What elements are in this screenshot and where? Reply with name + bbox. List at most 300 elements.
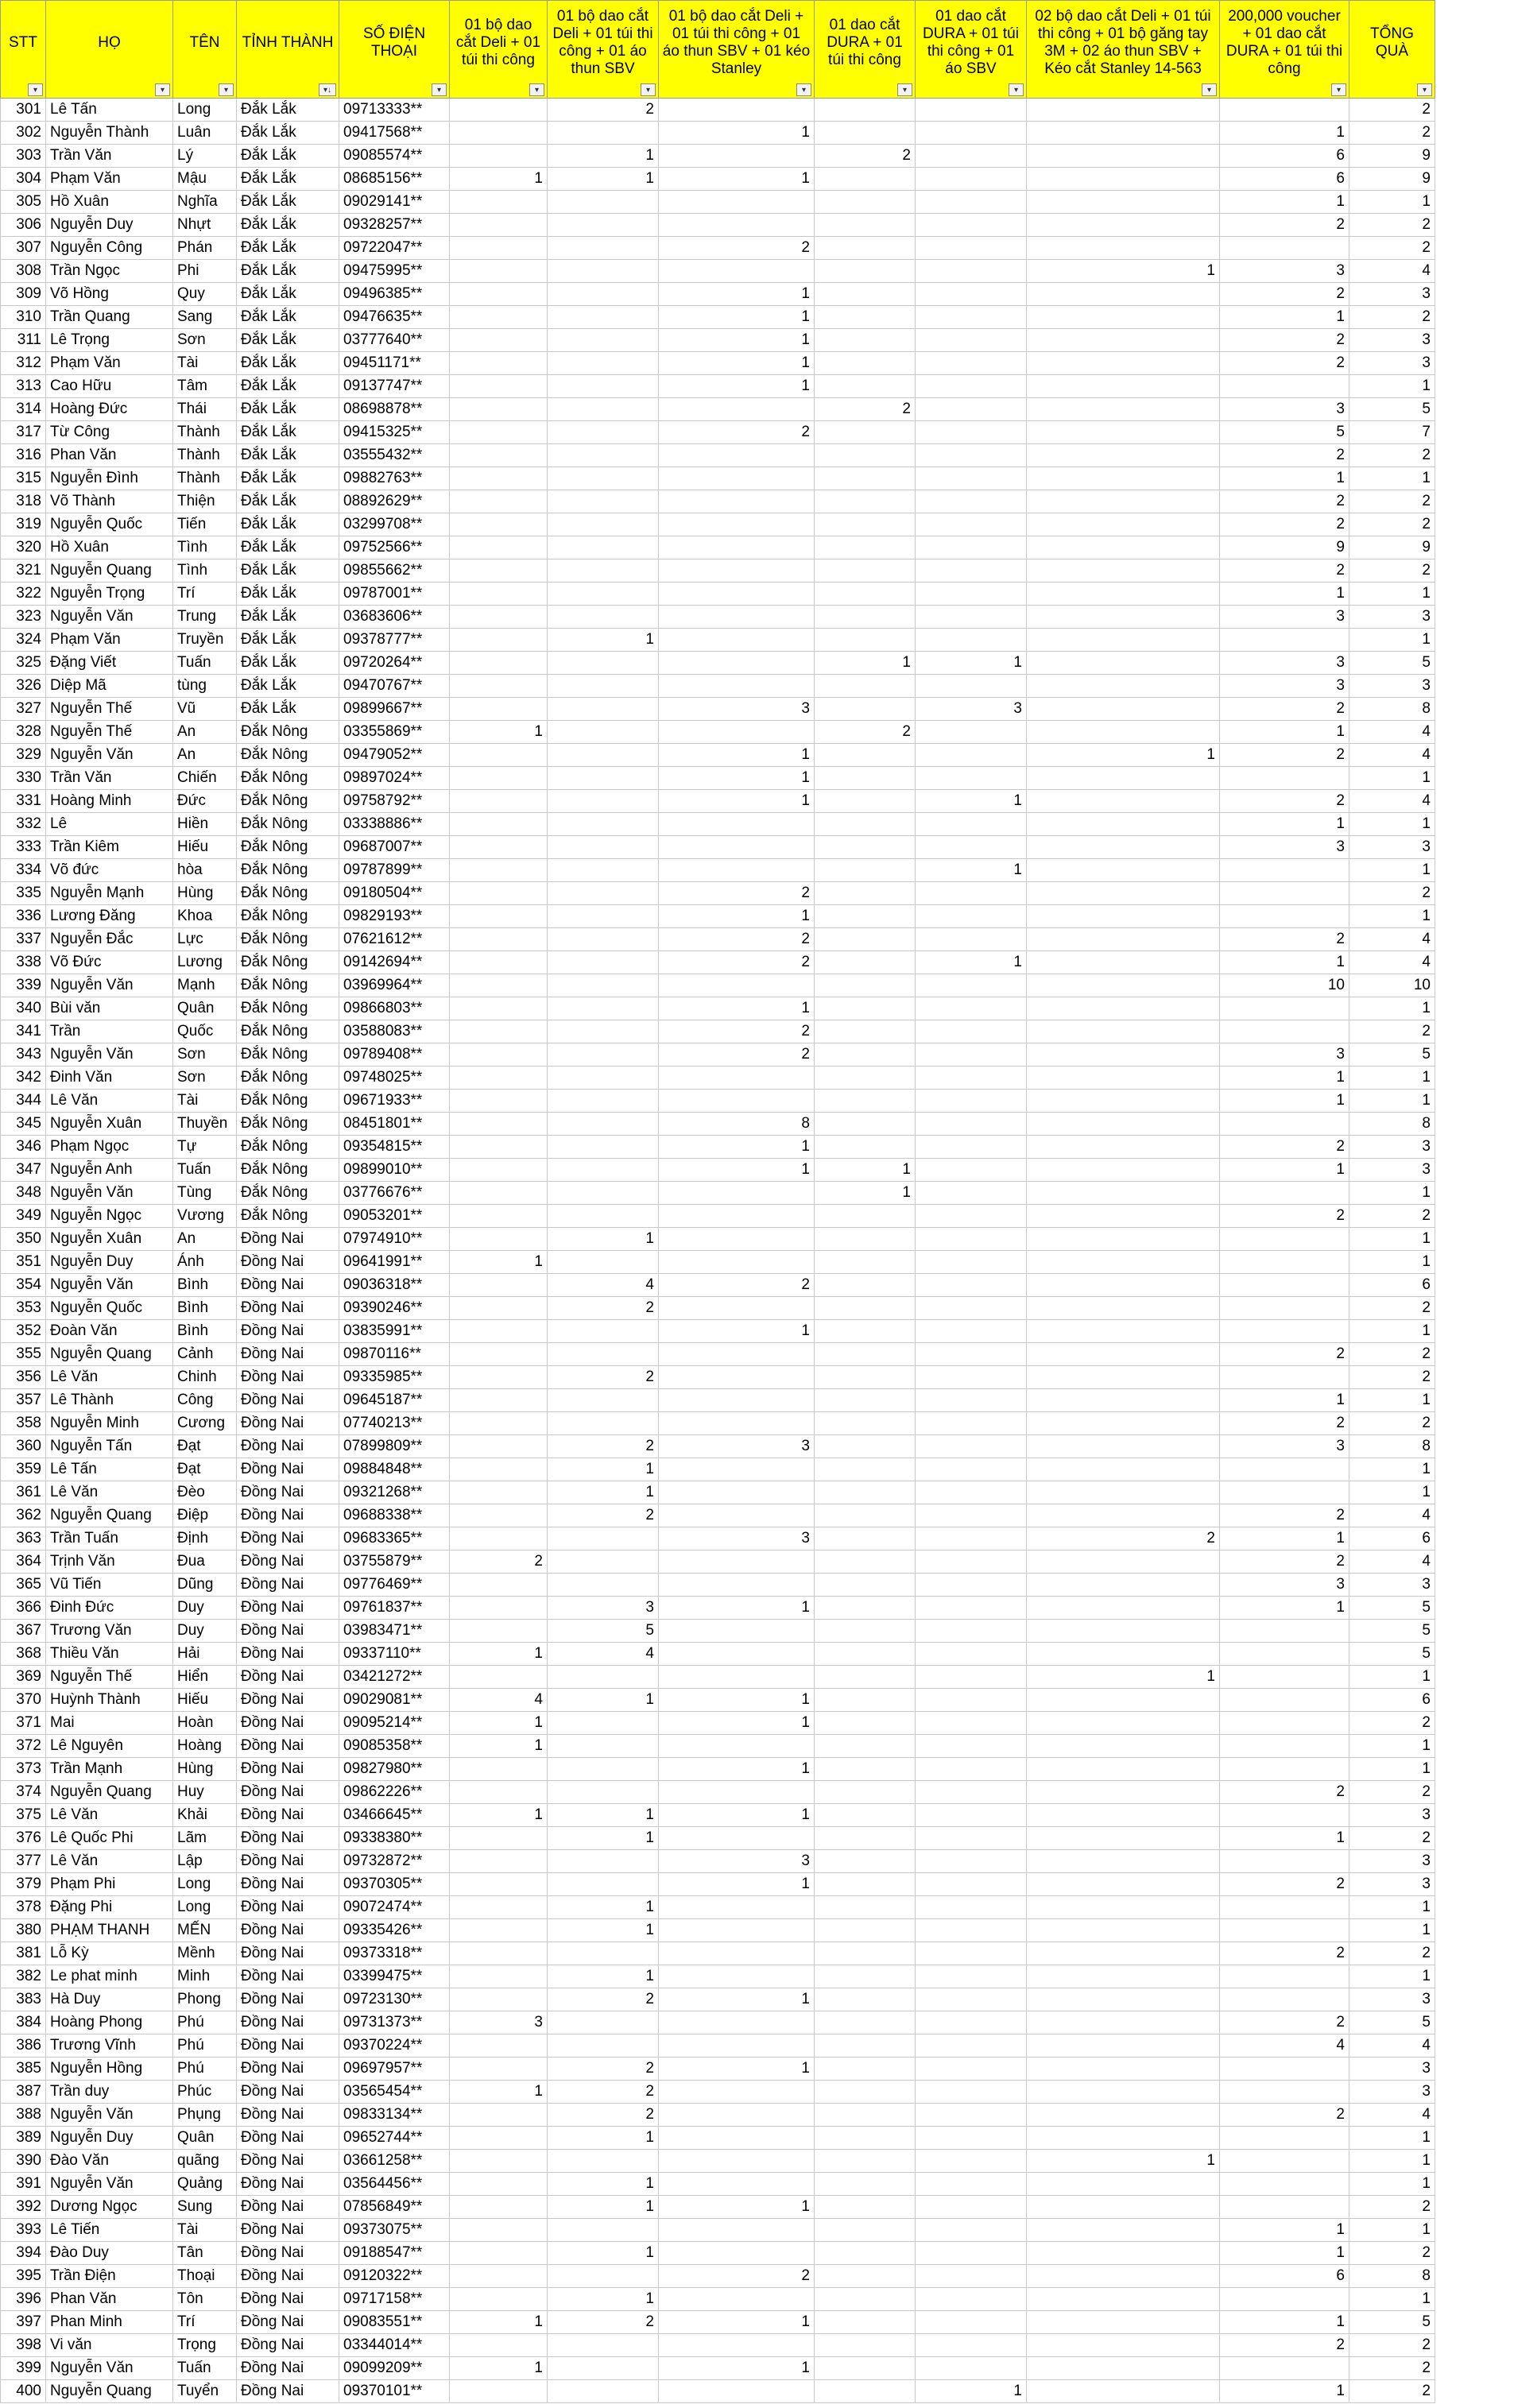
cell-stt[interactable]: 340 bbox=[1, 997, 46, 1020]
cell-ten[interactable]: Tân bbox=[173, 2242, 237, 2265]
cell-g3[interactable] bbox=[659, 1666, 815, 1689]
cell-stt[interactable]: 395 bbox=[1, 2265, 46, 2288]
cell-ho[interactable]: Trần Quang bbox=[46, 306, 173, 329]
cell-g7[interactable]: 2 bbox=[1220, 1136, 1349, 1159]
cell-g5[interactable] bbox=[916, 2104, 1027, 2127]
cell-g3[interactable] bbox=[659, 1412, 815, 1435]
cell-ho[interactable]: Đào Duy bbox=[46, 2242, 173, 2265]
cell-g5[interactable] bbox=[916, 2196, 1027, 2219]
cell-g6[interactable] bbox=[1027, 1712, 1220, 1735]
cell-g1[interactable] bbox=[450, 1620, 548, 1643]
cell-g2[interactable] bbox=[548, 490, 659, 513]
cell-tinh[interactable]: Đồng Nai bbox=[237, 1574, 339, 1597]
cell-stt[interactable]: 320 bbox=[1, 536, 46, 559]
cell-g3[interactable] bbox=[659, 813, 815, 836]
cell-stt[interactable]: 339 bbox=[1, 974, 46, 997]
cell-g2[interactable]: 1 bbox=[548, 1689, 659, 1712]
cell-ho[interactable]: Trần Tuấn bbox=[46, 1527, 173, 1550]
cell-g2[interactable]: 1 bbox=[548, 1827, 659, 1850]
cell-stt[interactable]: 318 bbox=[1, 490, 46, 513]
cell-g3[interactable]: 3 bbox=[659, 1527, 815, 1550]
cell-g6[interactable] bbox=[1027, 767, 1220, 790]
cell-ho[interactable]: Hoàng Phong bbox=[46, 2011, 173, 2034]
cell-ten[interactable]: Thuyền bbox=[173, 1113, 237, 1136]
sort-filter-icon[interactable]: ▾↓ bbox=[319, 83, 336, 96]
cell-tong[interactable]: 6 bbox=[1349, 1689, 1435, 1712]
cell-g6[interactable] bbox=[1027, 675, 1220, 698]
cell-sdt[interactable]: 09370224** bbox=[339, 2034, 450, 2058]
cell-g1[interactable] bbox=[450, 1412, 548, 1435]
cell-ho[interactable]: Phan Văn bbox=[46, 2288, 173, 2311]
cell-tinh[interactable]: Đắk Lắk bbox=[237, 375, 339, 398]
cell-g7[interactable]: 2 bbox=[1220, 928, 1349, 951]
cell-g3[interactable]: 1 bbox=[659, 283, 815, 306]
cell-g4[interactable] bbox=[815, 260, 916, 283]
cell-tinh[interactable]: Đồng Nai bbox=[237, 2357, 339, 2380]
cell-ten[interactable]: Duy bbox=[173, 1597, 237, 1620]
cell-sdt[interactable]: 09855662** bbox=[339, 559, 450, 583]
cell-tinh[interactable]: Đồng Nai bbox=[237, 1965, 339, 1988]
cell-tinh[interactable]: Đắk Lắk bbox=[237, 122, 339, 145]
cell-g3[interactable]: 1 bbox=[659, 329, 815, 352]
cell-g1[interactable] bbox=[450, 1504, 548, 1527]
cell-g6[interactable] bbox=[1027, 583, 1220, 606]
cell-ho[interactable]: Nguyễn Thế bbox=[46, 698, 173, 721]
cell-g4[interactable] bbox=[815, 2058, 916, 2081]
cell-ho[interactable]: Nguyễn Minh bbox=[46, 1412, 173, 1435]
cell-g7[interactable] bbox=[1220, 1896, 1349, 1919]
cell-g7[interactable]: 6 bbox=[1220, 145, 1349, 168]
cell-g7[interactable]: 1 bbox=[1220, 306, 1349, 329]
cell-g4[interactable] bbox=[815, 2334, 916, 2357]
cell-g6[interactable] bbox=[1027, 2242, 1220, 2265]
cell-ten[interactable]: Hùng bbox=[173, 1758, 237, 1781]
cell-tinh[interactable]: Đắk Lắk bbox=[237, 606, 339, 629]
cell-g1[interactable] bbox=[450, 675, 548, 698]
cell-g4[interactable] bbox=[815, 1043, 916, 1067]
cell-tong[interactable]: 2 bbox=[1349, 2242, 1435, 2265]
cell-sdt[interactable]: 03421272** bbox=[339, 1666, 450, 1689]
cell-g5[interactable] bbox=[916, 1620, 1027, 1643]
cell-ten[interactable]: Minh bbox=[173, 1965, 237, 1988]
cell-ho[interactable]: Phan Văn bbox=[46, 444, 173, 467]
cell-tinh[interactable]: Đắk Nông bbox=[237, 974, 339, 997]
cell-tong[interactable]: 3 bbox=[1349, 1873, 1435, 1896]
cell-g1[interactable] bbox=[450, 2034, 548, 2058]
column-header-g1[interactable] bbox=[450, 1, 548, 99]
cell-tong[interactable]: 4 bbox=[1349, 2104, 1435, 2127]
cell-ho[interactable]: Lê Trọng bbox=[46, 329, 173, 352]
cell-g2[interactable] bbox=[548, 1251, 659, 1274]
cell-tinh[interactable]: Đồng Nai bbox=[237, 1942, 339, 1965]
cell-g5[interactable] bbox=[916, 2219, 1027, 2242]
cell-sdt[interactable]: 09884848** bbox=[339, 1458, 450, 1481]
cell-sdt[interactable]: 09671933** bbox=[339, 1090, 450, 1113]
cell-g7[interactable] bbox=[1220, 2081, 1349, 2104]
cell-tinh[interactable]: Đắk Nông bbox=[237, 997, 339, 1020]
cell-stt[interactable]: 353 bbox=[1, 1297, 46, 1320]
cell-g5[interactable] bbox=[916, 536, 1027, 559]
cell-g7[interactable] bbox=[1220, 1712, 1349, 1735]
filter-arrow-icon[interactable]: ▾ bbox=[529, 83, 544, 96]
cell-stt[interactable]: 366 bbox=[1, 1597, 46, 1620]
cell-g5[interactable]: 1 bbox=[916, 951, 1027, 974]
cell-g7[interactable]: 2 bbox=[1220, 698, 1349, 721]
cell-tinh[interactable]: Đắk Nông bbox=[237, 744, 339, 767]
cell-g1[interactable] bbox=[450, 2380, 548, 2403]
cell-ten[interactable]: Thành bbox=[173, 444, 237, 467]
cell-sdt[interactable]: 09752566** bbox=[339, 536, 450, 559]
cell-g5[interactable] bbox=[916, 2288, 1027, 2311]
cell-g5[interactable] bbox=[916, 606, 1027, 629]
cell-g1[interactable] bbox=[450, 1182, 548, 1205]
cell-g5[interactable]: 3 bbox=[916, 698, 1027, 721]
cell-stt[interactable]: 387 bbox=[1, 2081, 46, 2104]
cell-g6[interactable] bbox=[1027, 1758, 1220, 1781]
cell-g7[interactable] bbox=[1220, 1020, 1349, 1043]
cell-sdt[interactable]: 09758792** bbox=[339, 790, 450, 813]
cell-g5[interactable] bbox=[916, 329, 1027, 352]
cell-g2[interactable]: 1 bbox=[548, 2288, 659, 2311]
cell-tong[interactable]: 1 bbox=[1349, 1666, 1435, 1689]
cell-stt[interactable]: 346 bbox=[1, 1136, 46, 1159]
cell-sdt[interactable]: 03661258** bbox=[339, 2150, 450, 2173]
cell-ten[interactable]: Khải bbox=[173, 1804, 237, 1827]
cell-g3[interactable] bbox=[659, 629, 815, 652]
cell-g2[interactable]: 1 bbox=[548, 2127, 659, 2150]
cell-g7[interactable]: 6 bbox=[1220, 2265, 1349, 2288]
cell-sdt[interactable]: 03355869** bbox=[339, 721, 450, 744]
cell-g5[interactable] bbox=[916, 675, 1027, 698]
cell-sdt[interactable]: 09789408** bbox=[339, 1043, 450, 1067]
cell-ho[interactable]: Vũ Tiến bbox=[46, 1574, 173, 1597]
cell-g4[interactable] bbox=[815, 1643, 916, 1666]
cell-g4[interactable] bbox=[815, 1320, 916, 1343]
cell-g4[interactable] bbox=[815, 2357, 916, 2380]
cell-tinh[interactable]: Đắk Nông bbox=[237, 813, 339, 836]
cell-stt[interactable]: 306 bbox=[1, 214, 46, 237]
cell-ho[interactable]: Trần Kiêm bbox=[46, 836, 173, 859]
cell-g1[interactable] bbox=[450, 1458, 548, 1481]
cell-g6[interactable] bbox=[1027, 1850, 1220, 1873]
cell-ten[interactable]: Tôn bbox=[173, 2288, 237, 2311]
cell-ho[interactable]: Phạm Văn bbox=[46, 629, 173, 652]
cell-ho[interactable]: Dương Ngọc bbox=[46, 2196, 173, 2219]
cell-g7[interactable] bbox=[1220, 2058, 1349, 2081]
cell-g5[interactable]: 1 bbox=[916, 790, 1027, 813]
cell-ten[interactable]: Đua bbox=[173, 1550, 237, 1574]
cell-g4[interactable] bbox=[815, 2380, 916, 2403]
cell-g3[interactable] bbox=[659, 2288, 815, 2311]
cell-g2[interactable] bbox=[548, 352, 659, 375]
cell-g1[interactable] bbox=[450, 629, 548, 652]
cell-g7[interactable]: 3 bbox=[1220, 1043, 1349, 1067]
cell-sdt[interactable]: 09862226** bbox=[339, 1781, 450, 1804]
cell-g7[interactable] bbox=[1220, 1919, 1349, 1942]
cell-g6[interactable] bbox=[1027, 1574, 1220, 1597]
cell-g5[interactable] bbox=[916, 1343, 1027, 1366]
cell-g4[interactable]: 1 bbox=[815, 1182, 916, 1205]
cell-stt[interactable]: 388 bbox=[1, 2104, 46, 2127]
cell-stt[interactable]: 328 bbox=[1, 721, 46, 744]
cell-ten[interactable]: Thái bbox=[173, 398, 237, 421]
cell-sdt[interactable]: 09720264** bbox=[339, 652, 450, 675]
cell-g1[interactable] bbox=[450, 1159, 548, 1182]
cell-g5[interactable] bbox=[916, 2150, 1027, 2173]
cell-tong[interactable]: 1 bbox=[1349, 1896, 1435, 1919]
cell-tinh[interactable]: Đắk Nông bbox=[237, 1205, 339, 1228]
cell-tong[interactable]: 4 bbox=[1349, 951, 1435, 974]
cell-tong[interactable]: 1 bbox=[1349, 2219, 1435, 2242]
cell-ten[interactable]: Sơn bbox=[173, 1067, 237, 1090]
cell-ho[interactable]: Lê Thành bbox=[46, 1389, 173, 1412]
cell-g1[interactable] bbox=[450, 1666, 548, 1689]
cell-tinh[interactable]: Đồng Nai bbox=[237, 2265, 339, 2288]
cell-g2[interactable] bbox=[548, 2334, 659, 2357]
cell-g1[interactable] bbox=[450, 859, 548, 882]
cell-ho[interactable]: Hà Duy bbox=[46, 1988, 173, 2011]
cell-g5[interactable] bbox=[916, 1574, 1027, 1597]
cell-g5[interactable] bbox=[916, 2311, 1027, 2334]
cell-sdt[interactable]: 09827980** bbox=[339, 1758, 450, 1781]
cell-g4[interactable] bbox=[815, 237, 916, 260]
cell-tong[interactable]: 2 bbox=[1349, 237, 1435, 260]
cell-ten[interactable]: Tài bbox=[173, 352, 237, 375]
cell-tong[interactable]: 5 bbox=[1349, 652, 1435, 675]
cell-sdt[interactable]: 09717158** bbox=[339, 2288, 450, 2311]
cell-sdt[interactable]: 09683365** bbox=[339, 1527, 450, 1550]
cell-ten[interactable]: Tâm bbox=[173, 375, 237, 398]
cell-g4[interactable] bbox=[815, 767, 916, 790]
cell-tong[interactable]: 4 bbox=[1349, 721, 1435, 744]
cell-g5[interactable] bbox=[916, 99, 1027, 122]
cell-g2[interactable] bbox=[548, 375, 659, 398]
cell-g3[interactable] bbox=[659, 1297, 815, 1320]
cell-g6[interactable] bbox=[1027, 2196, 1220, 2219]
cell-tong[interactable]: 2 bbox=[1349, 1343, 1435, 1366]
cell-g7[interactable]: 1 bbox=[1220, 1067, 1349, 1090]
cell-tinh[interactable]: Đồng Nai bbox=[237, 2034, 339, 2058]
cell-g1[interactable] bbox=[450, 583, 548, 606]
cell-g2[interactable] bbox=[548, 421, 659, 444]
cell-g3[interactable]: 2 bbox=[659, 882, 815, 905]
cell-ten[interactable]: Chiến bbox=[173, 767, 237, 790]
column-header-ten[interactable] bbox=[173, 1, 237, 99]
cell-ten[interactable]: Hùng bbox=[173, 882, 237, 905]
cell-g5[interactable] bbox=[916, 1550, 1027, 1574]
cell-g7[interactable] bbox=[1220, 1988, 1349, 2011]
cell-g4[interactable] bbox=[815, 1988, 916, 2011]
cell-g2[interactable] bbox=[548, 536, 659, 559]
cell-ho[interactable]: Nguyễn Tấn bbox=[46, 1435, 173, 1458]
cell-ten[interactable]: Tài bbox=[173, 1090, 237, 1113]
cell-ten[interactable]: Định bbox=[173, 1527, 237, 1550]
cell-g3[interactable]: 1 bbox=[659, 1712, 815, 1735]
cell-g1[interactable]: 1 bbox=[450, 1251, 548, 1274]
cell-stt[interactable]: 400 bbox=[1, 2380, 46, 2403]
cell-tong[interactable]: 1 bbox=[1349, 767, 1435, 790]
cell-g2[interactable]: 4 bbox=[548, 1274, 659, 1297]
cell-g5[interactable] bbox=[916, 997, 1027, 1020]
cell-stt[interactable]: 393 bbox=[1, 2219, 46, 2242]
cell-g6[interactable] bbox=[1027, 1896, 1220, 1919]
cell-g2[interactable]: 5 bbox=[548, 1620, 659, 1643]
cell-g1[interactable] bbox=[450, 352, 548, 375]
cell-g2[interactable] bbox=[548, 260, 659, 283]
cell-g4[interactable] bbox=[815, 1205, 916, 1228]
cell-g3[interactable] bbox=[659, 559, 815, 583]
cell-tong[interactable]: 1 bbox=[1349, 2150, 1435, 2173]
cell-tong[interactable]: 5 bbox=[1349, 1620, 1435, 1643]
cell-ten[interactable]: Phú bbox=[173, 2034, 237, 2058]
cell-stt[interactable]: 370 bbox=[1, 1689, 46, 1712]
column-header-stt[interactable] bbox=[1, 1, 46, 99]
cell-g3[interactable]: 2 bbox=[659, 1274, 815, 1297]
cell-g4[interactable] bbox=[815, 2173, 916, 2196]
cell-g4[interactable]: 2 bbox=[815, 398, 916, 421]
cell-g5[interactable] bbox=[916, 1412, 1027, 1435]
cell-g5[interactable] bbox=[916, 421, 1027, 444]
cell-g6[interactable] bbox=[1027, 1873, 1220, 1896]
cell-ho[interactable]: Trần Mạnh bbox=[46, 1758, 173, 1781]
cell-g2[interactable] bbox=[548, 974, 659, 997]
cell-sdt[interactable]: 03969964** bbox=[339, 974, 450, 997]
cell-sdt[interactable]: 09354815** bbox=[339, 1136, 450, 1159]
cell-g6[interactable] bbox=[1027, 1435, 1220, 1458]
cell-tinh[interactable]: Đắk Lắk bbox=[237, 444, 339, 467]
cell-ten[interactable]: Thoại bbox=[173, 2265, 237, 2288]
cell-g3[interactable] bbox=[659, 1574, 815, 1597]
cell-g7[interactable]: 2 bbox=[1220, 1942, 1349, 1965]
cell-tinh[interactable]: Đắk Lắk bbox=[237, 536, 339, 559]
cell-g2[interactable] bbox=[548, 1043, 659, 1067]
cell-sdt[interactable]: 03564456** bbox=[339, 2173, 450, 2196]
cell-g3[interactable]: 2 bbox=[659, 2265, 815, 2288]
cell-g4[interactable] bbox=[815, 1896, 916, 1919]
cell-g2[interactable]: 1 bbox=[548, 1481, 659, 1504]
cell-tong[interactable]: 2 bbox=[1349, 490, 1435, 513]
cell-ten[interactable]: Tình bbox=[173, 559, 237, 583]
cell-tong[interactable]: 3 bbox=[1349, 1136, 1435, 1159]
cell-stt[interactable]: 368 bbox=[1, 1643, 46, 1666]
cell-g1[interactable]: 1 bbox=[450, 2081, 548, 2104]
cell-g6[interactable] bbox=[1027, 421, 1220, 444]
cell-g5[interactable] bbox=[916, 191, 1027, 214]
cell-g3[interactable] bbox=[659, 606, 815, 629]
cell-ten[interactable]: Thành bbox=[173, 467, 237, 490]
cell-tong[interactable]: 5 bbox=[1349, 1643, 1435, 1666]
cell-sdt[interactable]: 09321268** bbox=[339, 1481, 450, 1504]
cell-sdt[interactable]: 08892629** bbox=[339, 490, 450, 513]
cell-g3[interactable]: 3 bbox=[659, 1435, 815, 1458]
cell-sdt[interactable]: 09390246** bbox=[339, 1297, 450, 1320]
cell-ho[interactable]: Nguyễn Xuân bbox=[46, 1113, 173, 1136]
cell-g4[interactable] bbox=[815, 1228, 916, 1251]
cell-tinh[interactable]: Đắk Lắk bbox=[237, 191, 339, 214]
cell-tinh[interactable]: Đắk Lắk bbox=[237, 698, 339, 721]
cell-g1[interactable] bbox=[450, 1873, 548, 1896]
cell-sdt[interactable]: 09732872** bbox=[339, 1850, 450, 1873]
cell-stt[interactable]: 399 bbox=[1, 2357, 46, 2380]
cell-ho[interactable]: Phạm Văn bbox=[46, 168, 173, 191]
cell-g5[interactable] bbox=[916, 629, 1027, 652]
cell-g1[interactable] bbox=[450, 2265, 548, 2288]
cell-tinh[interactable]: Đồng Nai bbox=[237, 2150, 339, 2173]
cell-g4[interactable] bbox=[815, 2104, 916, 2127]
cell-g6[interactable]: 1 bbox=[1027, 1666, 1220, 1689]
cell-g5[interactable] bbox=[916, 398, 1027, 421]
cell-tong[interactable]: 3 bbox=[1349, 1574, 1435, 1597]
cell-tinh[interactable]: Đồng Nai bbox=[237, 1458, 339, 1481]
cell-ten[interactable]: Điệp bbox=[173, 1504, 237, 1527]
cell-g6[interactable] bbox=[1027, 1205, 1220, 1228]
cell-sdt[interactable]: 09731373** bbox=[339, 2011, 450, 2034]
cell-stt[interactable]: 351 bbox=[1, 1251, 46, 1274]
cell-ho[interactable]: Nguyễn Văn bbox=[46, 1043, 173, 1067]
cell-sdt[interactable]: 07856849** bbox=[339, 2196, 450, 2219]
cell-stt[interactable]: 335 bbox=[1, 882, 46, 905]
cell-tong[interactable]: 9 bbox=[1349, 145, 1435, 168]
cell-g7[interactable] bbox=[1220, 859, 1349, 882]
cell-sdt[interactable]: 09029081** bbox=[339, 1689, 450, 1712]
cell-ten[interactable]: Tiến bbox=[173, 513, 237, 536]
cell-g7[interactable]: 3 bbox=[1220, 260, 1349, 283]
cell-g1[interactable] bbox=[450, 2242, 548, 2265]
cell-stt[interactable]: 376 bbox=[1, 1827, 46, 1850]
cell-tinh[interactable]: Đắk Lắk bbox=[237, 583, 339, 606]
cell-g3[interactable] bbox=[659, 1205, 815, 1228]
cell-ten[interactable]: Vương bbox=[173, 1205, 237, 1228]
cell-ho[interactable]: Nguyễn Thế bbox=[46, 1666, 173, 1689]
cell-sdt[interactable]: 09787001** bbox=[339, 583, 450, 606]
cell-tong[interactable]: 1 bbox=[1349, 583, 1435, 606]
cell-tong[interactable]: 3 bbox=[1349, 329, 1435, 352]
cell-g3[interactable] bbox=[659, 1090, 815, 1113]
cell-g3[interactable] bbox=[659, 1251, 815, 1274]
cell-g7[interactable] bbox=[1220, 2357, 1349, 2380]
cell-tong[interactable]: 2 bbox=[1349, 2196, 1435, 2219]
cell-g3[interactable] bbox=[659, 467, 815, 490]
cell-tong[interactable]: 5 bbox=[1349, 2311, 1435, 2334]
cell-g4[interactable] bbox=[815, 629, 916, 652]
cell-g3[interactable]: 1 bbox=[659, 905, 815, 928]
cell-g3[interactable]: 1 bbox=[659, 1689, 815, 1712]
cell-stt[interactable]: 310 bbox=[1, 306, 46, 329]
cell-sdt[interactable]: 09415325** bbox=[339, 421, 450, 444]
cell-g4[interactable] bbox=[815, 2081, 916, 2104]
cell-g4[interactable] bbox=[815, 329, 916, 352]
cell-g1[interactable] bbox=[450, 444, 548, 467]
cell-sdt[interactable]: 09188547** bbox=[339, 2242, 450, 2265]
cell-sdt[interactable]: 09870116** bbox=[339, 1343, 450, 1366]
cell-g6[interactable] bbox=[1027, 444, 1220, 467]
cell-g3[interactable]: 2 bbox=[659, 1020, 815, 1043]
cell-g3[interactable]: 2 bbox=[659, 928, 815, 951]
cell-g1[interactable] bbox=[450, 2334, 548, 2357]
cell-stt[interactable]: 397 bbox=[1, 2311, 46, 2334]
cell-ho[interactable]: Nguyễn Văn bbox=[46, 606, 173, 629]
cell-g3[interactable] bbox=[659, 1504, 815, 1527]
cell-g7[interactable]: 2 bbox=[1220, 744, 1349, 767]
cell-ho[interactable]: Nguyễn Văn bbox=[46, 744, 173, 767]
cell-g1[interactable] bbox=[450, 1919, 548, 1942]
cell-tinh[interactable]: Đồng Nai bbox=[237, 1620, 339, 1643]
cell-g7[interactable] bbox=[1220, 882, 1349, 905]
filter-arrow-icon[interactable]: ▾ bbox=[1202, 83, 1217, 96]
cell-g5[interactable] bbox=[916, 1113, 1027, 1136]
cell-tinh[interactable]: Đắk Lắk bbox=[237, 421, 339, 444]
cell-g3[interactable] bbox=[659, 260, 815, 283]
